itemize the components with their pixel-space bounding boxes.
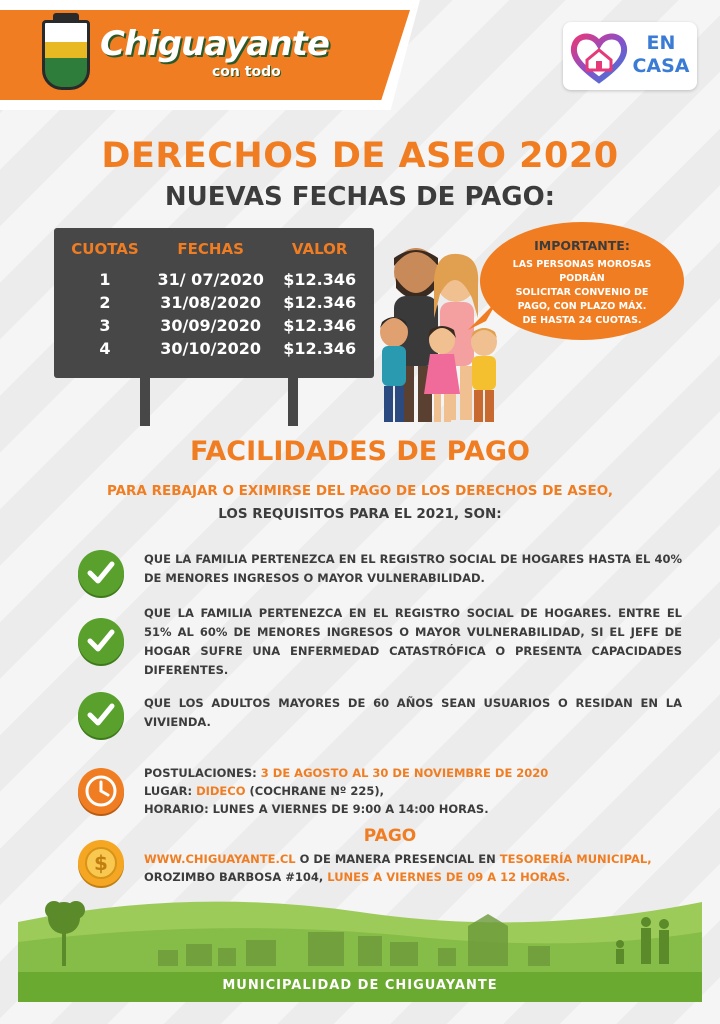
requirement-1: QUE LA FAMILIA PERTENEZCA EN EL REGISTRO SOCIAL DE HOGARES HASTA EL 40% DE MENORES INGRESOS O MAYOR VULNERABILIDAD. — [144, 552, 682, 585]
notice-line: DE HASTA 24 CUOTAS. — [522, 315, 642, 326]
place-address: (COCHRANE Nº 225), — [245, 784, 385, 798]
place-highlight: DIDECO — [196, 784, 246, 798]
cuota-date: 31/08/2020 — [160, 293, 262, 312]
applications-dates: 3 DE AGOSTO AL 30 DE NOVIEMBRE DE 2020 — [260, 766, 549, 780]
column-header-cuotas: CUOTAS — [71, 240, 139, 258]
payment-office: TESORERÍA MUNICIPAL, — [499, 852, 652, 866]
column-header-fechas: FECHAS — [177, 240, 244, 258]
payment-line-1 — [144, 850, 652, 868]
requirement-3: QUE LOS ADULTOS MAYORES DE 60 AÑOS SEAN USUARIOS O RESIDAN EN LA VIVIENDA. — [144, 696, 682, 729]
table-row — [64, 268, 364, 291]
table-row — [64, 337, 364, 360]
en-casa-line2: CASA — [632, 55, 690, 77]
notice-line: LAS PERSONAS MOROSAS PODRÁN — [512, 259, 652, 284]
logo-subtitle: con todo — [212, 64, 281, 80]
en-casa-line1: EN — [646, 32, 676, 54]
applications-label: POSTULACIONES: — [144, 766, 261, 780]
schedule-table — [64, 236, 364, 360]
payment-middle-text: O DE MANERA PRESENCIAL EN — [295, 852, 500, 866]
applications-line — [144, 764, 548, 782]
facilities-subtitle-1: PARA REBAJAR O EXIMIRSE DEL PAGO DE LOS DERECHOS DE ASEO, — [106, 483, 614, 499]
city-skyline-icon — [18, 892, 702, 972]
cuota-number: 4 — [99, 339, 111, 358]
table-row — [64, 314, 364, 337]
facilities-subtitle-2: LOS REQUISITOS PARA EL 2021, SON: — [218, 506, 502, 522]
svg-text:$: $ — [94, 851, 108, 875]
municipal-crest-icon — [42, 20, 90, 90]
en-casa-label — [631, 32, 691, 78]
notice-text — [490, 258, 674, 328]
notice-title: IMPORTANTE: — [534, 238, 630, 253]
en-casa-badge — [563, 22, 697, 90]
place-line — [144, 782, 384, 800]
clock-icon — [78, 768, 124, 814]
cuota-date: 30/10/2020 — [160, 339, 262, 358]
facilities-title: FACILIDADES DE PAGO — [190, 436, 530, 467]
payment-title: PAGO — [363, 826, 417, 846]
coin-icon — [78, 840, 124, 886]
hours-line: HORARIO: LUNES A VIERNES DE 9:00 A 14:00 HORAS. — [144, 802, 489, 816]
cuota-date: 30/09/2020 — [160, 316, 262, 335]
cuota-number: 3 — [99, 316, 111, 335]
column-header-valor: VALOR — [291, 240, 348, 258]
board-post-right — [288, 378, 298, 426]
requirement-2: QUE LA FAMILIA PERTENEZCA EN EL REGISTRO SOCIAL DE HOGARES. ENTRE EL 51% AL 60% DE MENORES INGRESOS O MAYOR VULNERABILIDAD, SI EL JEFE DE HOGAR SUFRE UNA ENFERMEDAD CATASTRÓFICA O PRESENTA CAPACIDADES DIFERENTES. — [144, 606, 682, 677]
payment-line-2 — [144, 868, 570, 886]
check-icon — [78, 550, 124, 596]
logo-title: Chiguayante — [100, 24, 329, 64]
notice-line: PAGO, CON PLAZO MÁX. — [517, 301, 647, 312]
check-icon — [78, 692, 124, 738]
cuota-value: $12.346 — [283, 270, 357, 289]
payment-website[interactable]: WWW.CHIGUAYANTE.CL — [144, 852, 296, 866]
payment-address: OROZIMBO BARBOSA #104, — [144, 870, 328, 884]
cuota-date: 31/ 07/2020 — [157, 270, 264, 289]
table-row — [64, 291, 364, 314]
place-label: LUGAR: — [144, 784, 197, 798]
cuota-number: 1 — [99, 270, 111, 289]
cuota-number: 2 — [99, 293, 111, 312]
notice-line: SOLICITAR CONVENIO DE — [515, 287, 649, 298]
schedule-header-row — [64, 236, 364, 268]
cuota-value: $12.346 — [283, 293, 357, 312]
cuota-value: $12.346 — [283, 316, 357, 335]
cuota-value: $12.346 — [283, 339, 357, 358]
page-subtitle: NUEVAS FECHAS DE PAGO: — [164, 182, 556, 212]
payment-days: LUNES A VIERNES DE 09 A 12 HORAS. — [327, 870, 570, 884]
check-icon — [78, 618, 124, 664]
page-title: DERECHOS DE ASEO 2020 — [101, 136, 619, 176]
board-post-left — [140, 378, 150, 426]
heart-house-icon — [569, 30, 629, 84]
footer-label: MUNICIPALIDAD DE CHIGUAYANTE — [222, 978, 498, 993]
